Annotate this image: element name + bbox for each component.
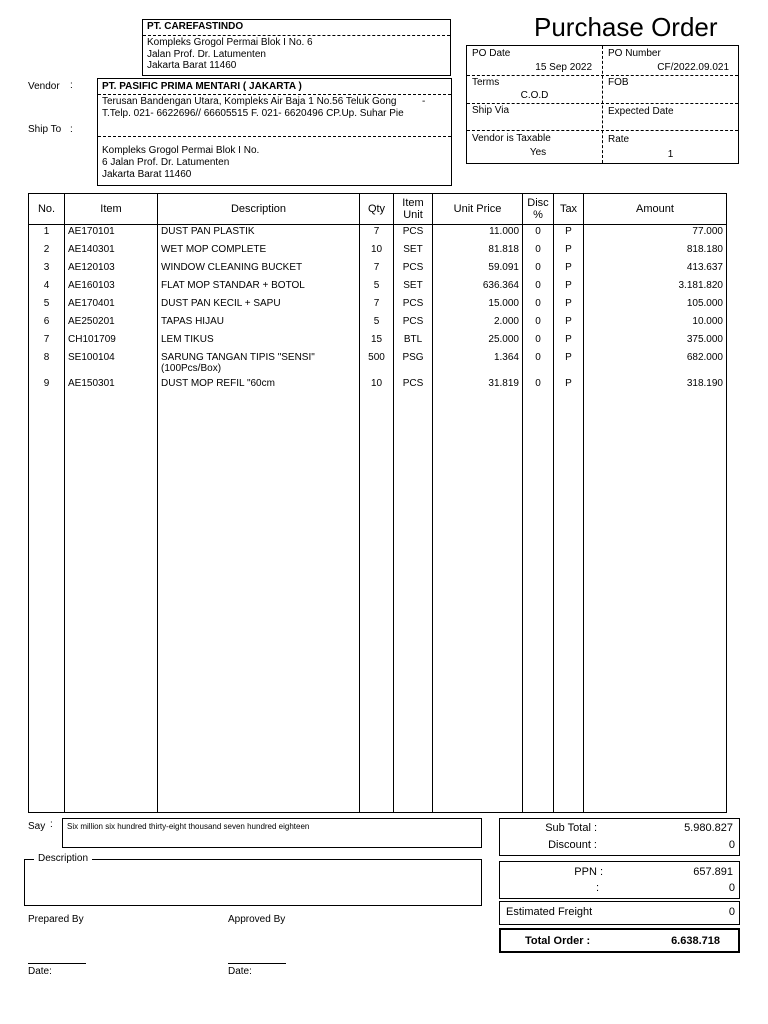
- cell-unit: PCS: [394, 297, 433, 315]
- cell-description: SARUNG TANGAN TIPIS "SENSI" (100Pcs/Box): [158, 351, 360, 375]
- cell-tax: P: [554, 225, 584, 244]
- rate-label: Rate: [608, 134, 630, 145]
- terms-value: C.O.D: [520, 90, 549, 101]
- cell-item-code: CH101709: [65, 333, 158, 351]
- table-row: [29, 315, 727, 333]
- po-info-box: [466, 45, 739, 164]
- cell-disc: 0: [523, 279, 554, 297]
- cell-item-code: AE160103: [65, 279, 158, 297]
- cell-disc: 0: [523, 375, 554, 395]
- cell-item-code: AE170101: [65, 225, 158, 244]
- cell-qty: 7: [360, 261, 394, 279]
- vendor-shipto-box: [97, 78, 452, 186]
- vendor-label: Vendor: [28, 81, 60, 92]
- company-box: [142, 19, 451, 76]
- subtotal-value: 5.980.827: [684, 822, 733, 834]
- cell-description: DUST MOP REFIL "60cm: [158, 375, 360, 395]
- po-number-label: PO Number: [608, 48, 661, 59]
- vendor-address-line: T.Telp. 021- 6622696// 66605515 F. 021- 6620496 CP.Up. Suhar Pie: [102, 108, 404, 119]
- company-address-line: Jalan Prof. Dr. Latumenten: [147, 49, 266, 60]
- cell-amount: 3.181.820: [584, 279, 727, 297]
- ppn-value: 657.891: [693, 866, 733, 878]
- table-row: [29, 279, 727, 297]
- cell-tax: P: [554, 375, 584, 395]
- cell-item-code: AE150301: [65, 375, 158, 395]
- cell-description: WET MOP COMPLETE: [158, 243, 360, 261]
- taxable-label: Vendor is Taxable: [472, 133, 551, 144]
- cell-tax: P: [554, 315, 584, 333]
- col-header-disc: Disc %: [523, 194, 554, 225]
- cell-tax: P: [554, 279, 584, 297]
- approved-by-label: Approved By: [228, 914, 286, 925]
- cell-unit: BTL: [394, 333, 433, 351]
- col-header-tax: Tax: [554, 194, 584, 225]
- cell-description: LEM TIKUS: [158, 333, 360, 351]
- cell-description: TAPAS HIJAU: [158, 315, 360, 333]
- cell-tax: P: [554, 333, 584, 351]
- extra-charge-label: :: [595, 882, 599, 894]
- cell-amount: 77.000: [584, 225, 727, 244]
- say-label: Say: [28, 821, 46, 832]
- terms-label: Terms: [472, 77, 500, 88]
- table-row: [29, 261, 727, 279]
- cell-unit: SET: [394, 279, 433, 297]
- cell-amount: 375.000: [584, 333, 727, 351]
- cell-unit: PCS: [394, 261, 433, 279]
- freight-box: [499, 901, 740, 925]
- cell-unit-price: 81.818: [433, 243, 523, 261]
- say-text: Six million six hundred thirty-eight thousand seven hundred eighteen: [67, 822, 310, 831]
- vendor-address-line: Terusan Bandengan Utara, Kompleks Air Baja 1 No.56 Teluk Gong: [102, 96, 397, 107]
- cell-amount: 318.190: [584, 375, 727, 395]
- ppn-label: PPN :: [574, 866, 603, 878]
- taxable-value: Yes: [529, 147, 547, 158]
- cell-unit-price: 1.364: [433, 351, 523, 375]
- vendor-name: PT. PASIFIC PRIMA MENTARI ( JAKARTA ): [102, 81, 302, 92]
- cell-unit: PCS: [394, 225, 433, 244]
- ppn-box: [499, 861, 740, 899]
- cell-no: 2: [29, 243, 65, 261]
- company-name: PT. CAREFASTINDO: [147, 21, 244, 32]
- cell-no: 3: [29, 261, 65, 279]
- cell-disc: 0: [523, 225, 554, 244]
- cell-description: FLAT MOP STANDAR + BOTOL: [158, 279, 360, 297]
- cell-amount: 413.637: [584, 261, 727, 279]
- cell-no: 9: [29, 375, 65, 395]
- total-value: 6.638.718: [671, 935, 720, 947]
- cell-qty: 7: [360, 297, 394, 315]
- cell-unit-price: 15.000: [433, 297, 523, 315]
- freight-label: Estimated Freight: [506, 906, 593, 918]
- cell-qty: 15: [360, 333, 394, 351]
- cell-unit-price: 11.000: [433, 225, 523, 244]
- rate-value: 1: [667, 149, 674, 160]
- col-header-description: Description: [158, 194, 360, 225]
- cell-qty: 10: [360, 375, 394, 395]
- say-box: [62, 818, 482, 848]
- cell-unit-price: 59.091: [433, 261, 523, 279]
- ship-to-label: Ship To: [28, 124, 62, 135]
- ship-to-address-line: 6 Jalan Prof. Dr. Latumenten: [102, 157, 230, 168]
- table-row: [29, 225, 727, 244]
- cell-unit: PSG: [394, 351, 433, 375]
- cell-unit-price: 2.000: [433, 315, 523, 333]
- company-address-line: Jakarta Barat 11460: [147, 60, 237, 71]
- company-address-line: Kompleks Grogol Permai Blok I No. 6: [147, 37, 313, 48]
- cell-description: DUST PAN PLASTIK: [158, 225, 360, 244]
- po-date-label: PO Date: [472, 48, 511, 59]
- cell-description: WINDOW CLEANING BUCKET: [158, 261, 360, 279]
- cell-unit-price: 636.364: [433, 279, 523, 297]
- cell-disc: 0: [523, 243, 554, 261]
- cell-description: DUST PAN KECIL + SAPU: [158, 297, 360, 315]
- cell-unit: SET: [394, 243, 433, 261]
- cell-no: 5: [29, 297, 65, 315]
- extra-charge-value: 0: [728, 882, 735, 894]
- cell-qty: 5: [360, 315, 394, 333]
- cell-qty: 10: [360, 243, 394, 261]
- cell-unit: PCS: [394, 315, 433, 333]
- cell-qty: 5: [360, 279, 394, 297]
- table-row: [29, 375, 727, 395]
- prepared-date-label: Date:: [28, 966, 52, 977]
- items-table: [28, 193, 727, 813]
- expected-date-label: Expected Date: [608, 106, 674, 117]
- cell-item-code: AE250201: [65, 315, 158, 333]
- table-row: [29, 243, 727, 261]
- cell-unit: PCS: [394, 375, 433, 395]
- cell-qty: 500: [360, 351, 394, 375]
- cell-amount: 818.180: [584, 243, 727, 261]
- cell-no: 4: [29, 279, 65, 297]
- discount-value: 0: [728, 839, 735, 851]
- cell-disc: 0: [523, 333, 554, 351]
- approved-date-label: Date:: [228, 966, 252, 977]
- cell-no: 7: [29, 333, 65, 351]
- ship-to-address-line: Jakarta Barat 11460: [102, 169, 192, 180]
- table-row: [29, 333, 727, 351]
- cell-no: 1: [29, 225, 65, 244]
- description-label: Description: [34, 853, 92, 864]
- cell-item-code: SE100104: [65, 351, 158, 375]
- table-row: [29, 297, 727, 315]
- table-header-row: [29, 194, 727, 225]
- total-label: Total Order :: [525, 935, 591, 947]
- cell-amount: 682.000: [584, 351, 727, 375]
- col-header-amount: Amount: [584, 194, 727, 225]
- cell-item-code: AE140301: [65, 243, 158, 261]
- col-header-qty: Qty: [360, 194, 394, 225]
- cell-item-code: AE120103: [65, 261, 158, 279]
- cell-qty: 7: [360, 225, 394, 244]
- cell-amount: 105.000: [584, 297, 727, 315]
- cell-unit-price: 25.000: [433, 333, 523, 351]
- cell-disc: 0: [523, 297, 554, 315]
- cell-amount: 10.000: [584, 315, 727, 333]
- cell-unit-price: 31.819: [433, 375, 523, 395]
- subtotal-label: Sub Total :: [545, 822, 597, 834]
- cell-tax: P: [554, 243, 584, 261]
- freight-value: 0: [728, 906, 735, 918]
- cell-disc: 0: [523, 351, 554, 375]
- cell-disc: 0: [523, 261, 554, 279]
- prepared-by-label: Prepared By: [28, 914, 84, 925]
- fob-label: FOB: [608, 77, 629, 88]
- cell-disc: 0: [523, 315, 554, 333]
- cell-tax: P: [554, 297, 584, 315]
- po-date-value: 15 Sep 2022: [535, 62, 592, 73]
- ship-via-label: Ship Via: [472, 105, 510, 116]
- cell-tax: P: [554, 351, 584, 375]
- cell-no: 8: [29, 351, 65, 375]
- col-header-unit-price: Unit Price: [433, 194, 523, 225]
- cell-no: 6: [29, 315, 65, 333]
- cell-item-code: AE170401: [65, 297, 158, 315]
- vendor-address-suffix: -: [422, 96, 426, 107]
- page-title: Purchase Order: [534, 12, 718, 42]
- subtotal-box: [499, 818, 740, 856]
- discount-label: Discount :: [548, 839, 597, 851]
- total-box: [499, 928, 740, 953]
- col-header-unit: Item Unit: [394, 194, 433, 225]
- col-header-item: Item: [65, 194, 158, 225]
- description-box: [24, 859, 482, 906]
- col-header-no: No.: [29, 194, 65, 225]
- ship-to-address-line: Kompleks Grogol Permai Blok I No.: [102, 145, 260, 156]
- table-row: [29, 351, 727, 375]
- table-filler-row: [29, 395, 727, 813]
- po-number-value: CF/2022.09.021: [657, 62, 729, 73]
- cell-tax: P: [554, 261, 584, 279]
